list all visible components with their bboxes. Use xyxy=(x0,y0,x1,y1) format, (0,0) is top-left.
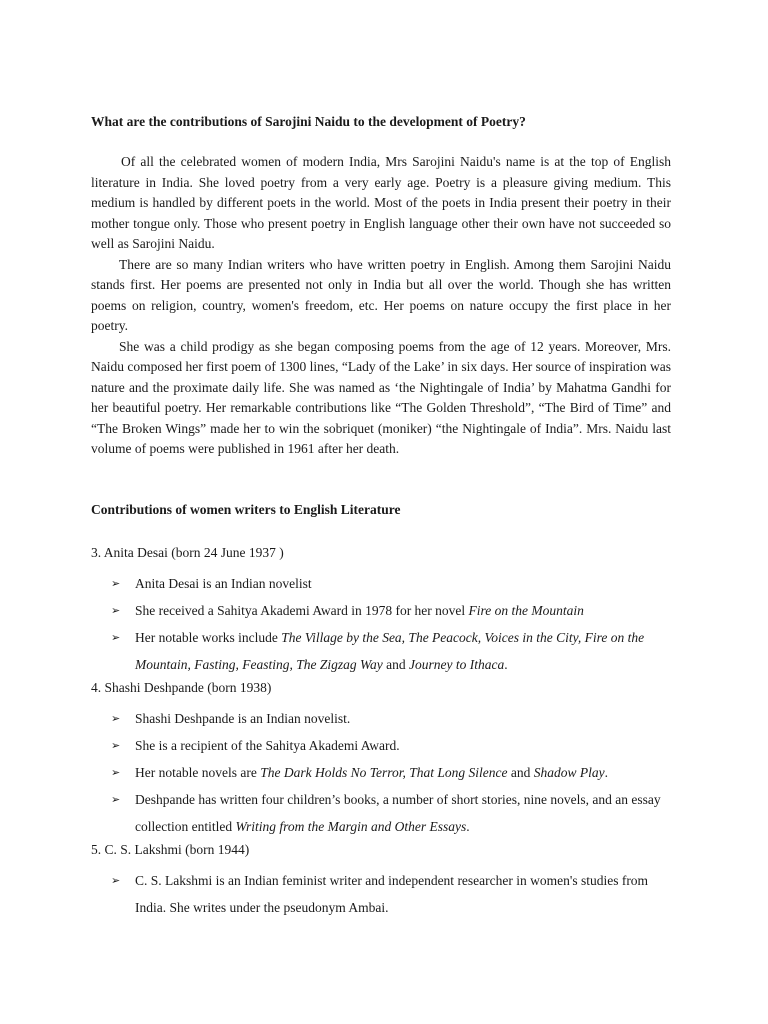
arrow-bullet-icon: ➢ xyxy=(111,577,121,590)
author-heading: 4. Shashi Deshpande (born 1938) xyxy=(91,680,272,695)
list-item xyxy=(91,759,681,786)
arrow-bullet-icon: ➢ xyxy=(111,604,121,617)
list-item-text: C. S. Lakshmi is an Indian feminist writer and independent researcher in women's studies from India. She writes under the pseudonym Ambai. xyxy=(135,873,649,915)
list-item-text: Deshpande has written four children’s books, a number of short stories, nine novels, and an essay collection entitled Writing from the Margin and Other Essays. xyxy=(135,792,661,834)
section-title: Contributions of women writers to English Literature xyxy=(91,502,401,517)
author-heading: 5. C. S. Lakshmi (born 1944) xyxy=(91,842,250,857)
list-item xyxy=(91,786,681,840)
arrow-bullet-icon: ➢ xyxy=(111,766,121,779)
list-item xyxy=(91,732,681,759)
list-item-text: Shashi Deshpande is an Indian novelist. xyxy=(135,711,351,726)
list-item-text: Her notable novels are The Dark Holds No Terror, That Long Silence and Shadow Play. xyxy=(135,765,608,780)
essay-body xyxy=(91,152,671,460)
author-list xyxy=(91,543,681,921)
arrow-bullet-icon: ➢ xyxy=(111,874,121,887)
list-item-text: She received a Sahitya Akademi Award in 1978 for her novel Fire on the Mountain xyxy=(135,603,584,618)
arrow-bullet-icon: ➢ xyxy=(111,631,121,644)
author-heading: 3. Anita Desai (born 24 June 1937 ) xyxy=(91,545,284,560)
list-item xyxy=(91,597,681,624)
arrow-bullet-icon: ➢ xyxy=(111,739,121,752)
list-item xyxy=(91,570,681,597)
list-item-text: Anita Desai is an Indian novelist xyxy=(135,576,312,591)
list-item-text: She is a recipient of the Sahitya Akademi Award. xyxy=(135,738,400,753)
paragraph: She was a child prodigy as she began composing poems from the age of 12 years. Moreover, Mrs. Naidu composed her first poem of 1300 lines, “Lady of the Lake’ in six days. Her source of inspiration was nature and the proximate daily life. She was named as ‘the Nightingale of India’ by Mahatma Gandhi for her beautiful poetry. Her remarkable contributions like “The Golden Threshold”, “The Bird of Time” and “The Broken Wings” made her to win the sobriquet (moniker) “the Nightingale of India”. Mrs. Naidu last volume of poems were published in 1961 after her death. xyxy=(91,338,671,456)
list-item xyxy=(91,705,681,732)
list-item-text: Her notable works include The Village by the Sea, The Peacock, Voices in the City, Fire on the Mountain, Fasting, Feasting, The Zigzag Way and Journey to Ithaca. xyxy=(135,630,645,672)
paragraph: There are so many Indian writers who have written poetry in English. Among them Sarojini Naidu stands first. Her poems are presented not only in India but all over the world. Though she has written poems on religion, country, women's freedom, etc. Her poems on nature occupy the first place in her poetry. xyxy=(91,256,671,333)
list-item xyxy=(91,867,681,921)
arrow-bullet-icon: ➢ xyxy=(111,712,121,725)
question-title: What are the contributions of Sarojini Naidu to the development of Poetry? xyxy=(91,114,526,129)
paragraph: Of all the celebrated women of modern India, Mrs Sarojini Naidu's name is at the top of English literature in India. She loved poetry from a very early age. Poetry is a pleasure giving medium. This medium is handled by different poets in the world. Most of the poets in India present their poetry in their mother tongue only. Those who present poetry in English language other their own have not succeeded so well as Sarojini Naidu. xyxy=(91,154,671,251)
list-item xyxy=(91,624,681,678)
arrow-bullet-icon: ➢ xyxy=(111,793,121,806)
